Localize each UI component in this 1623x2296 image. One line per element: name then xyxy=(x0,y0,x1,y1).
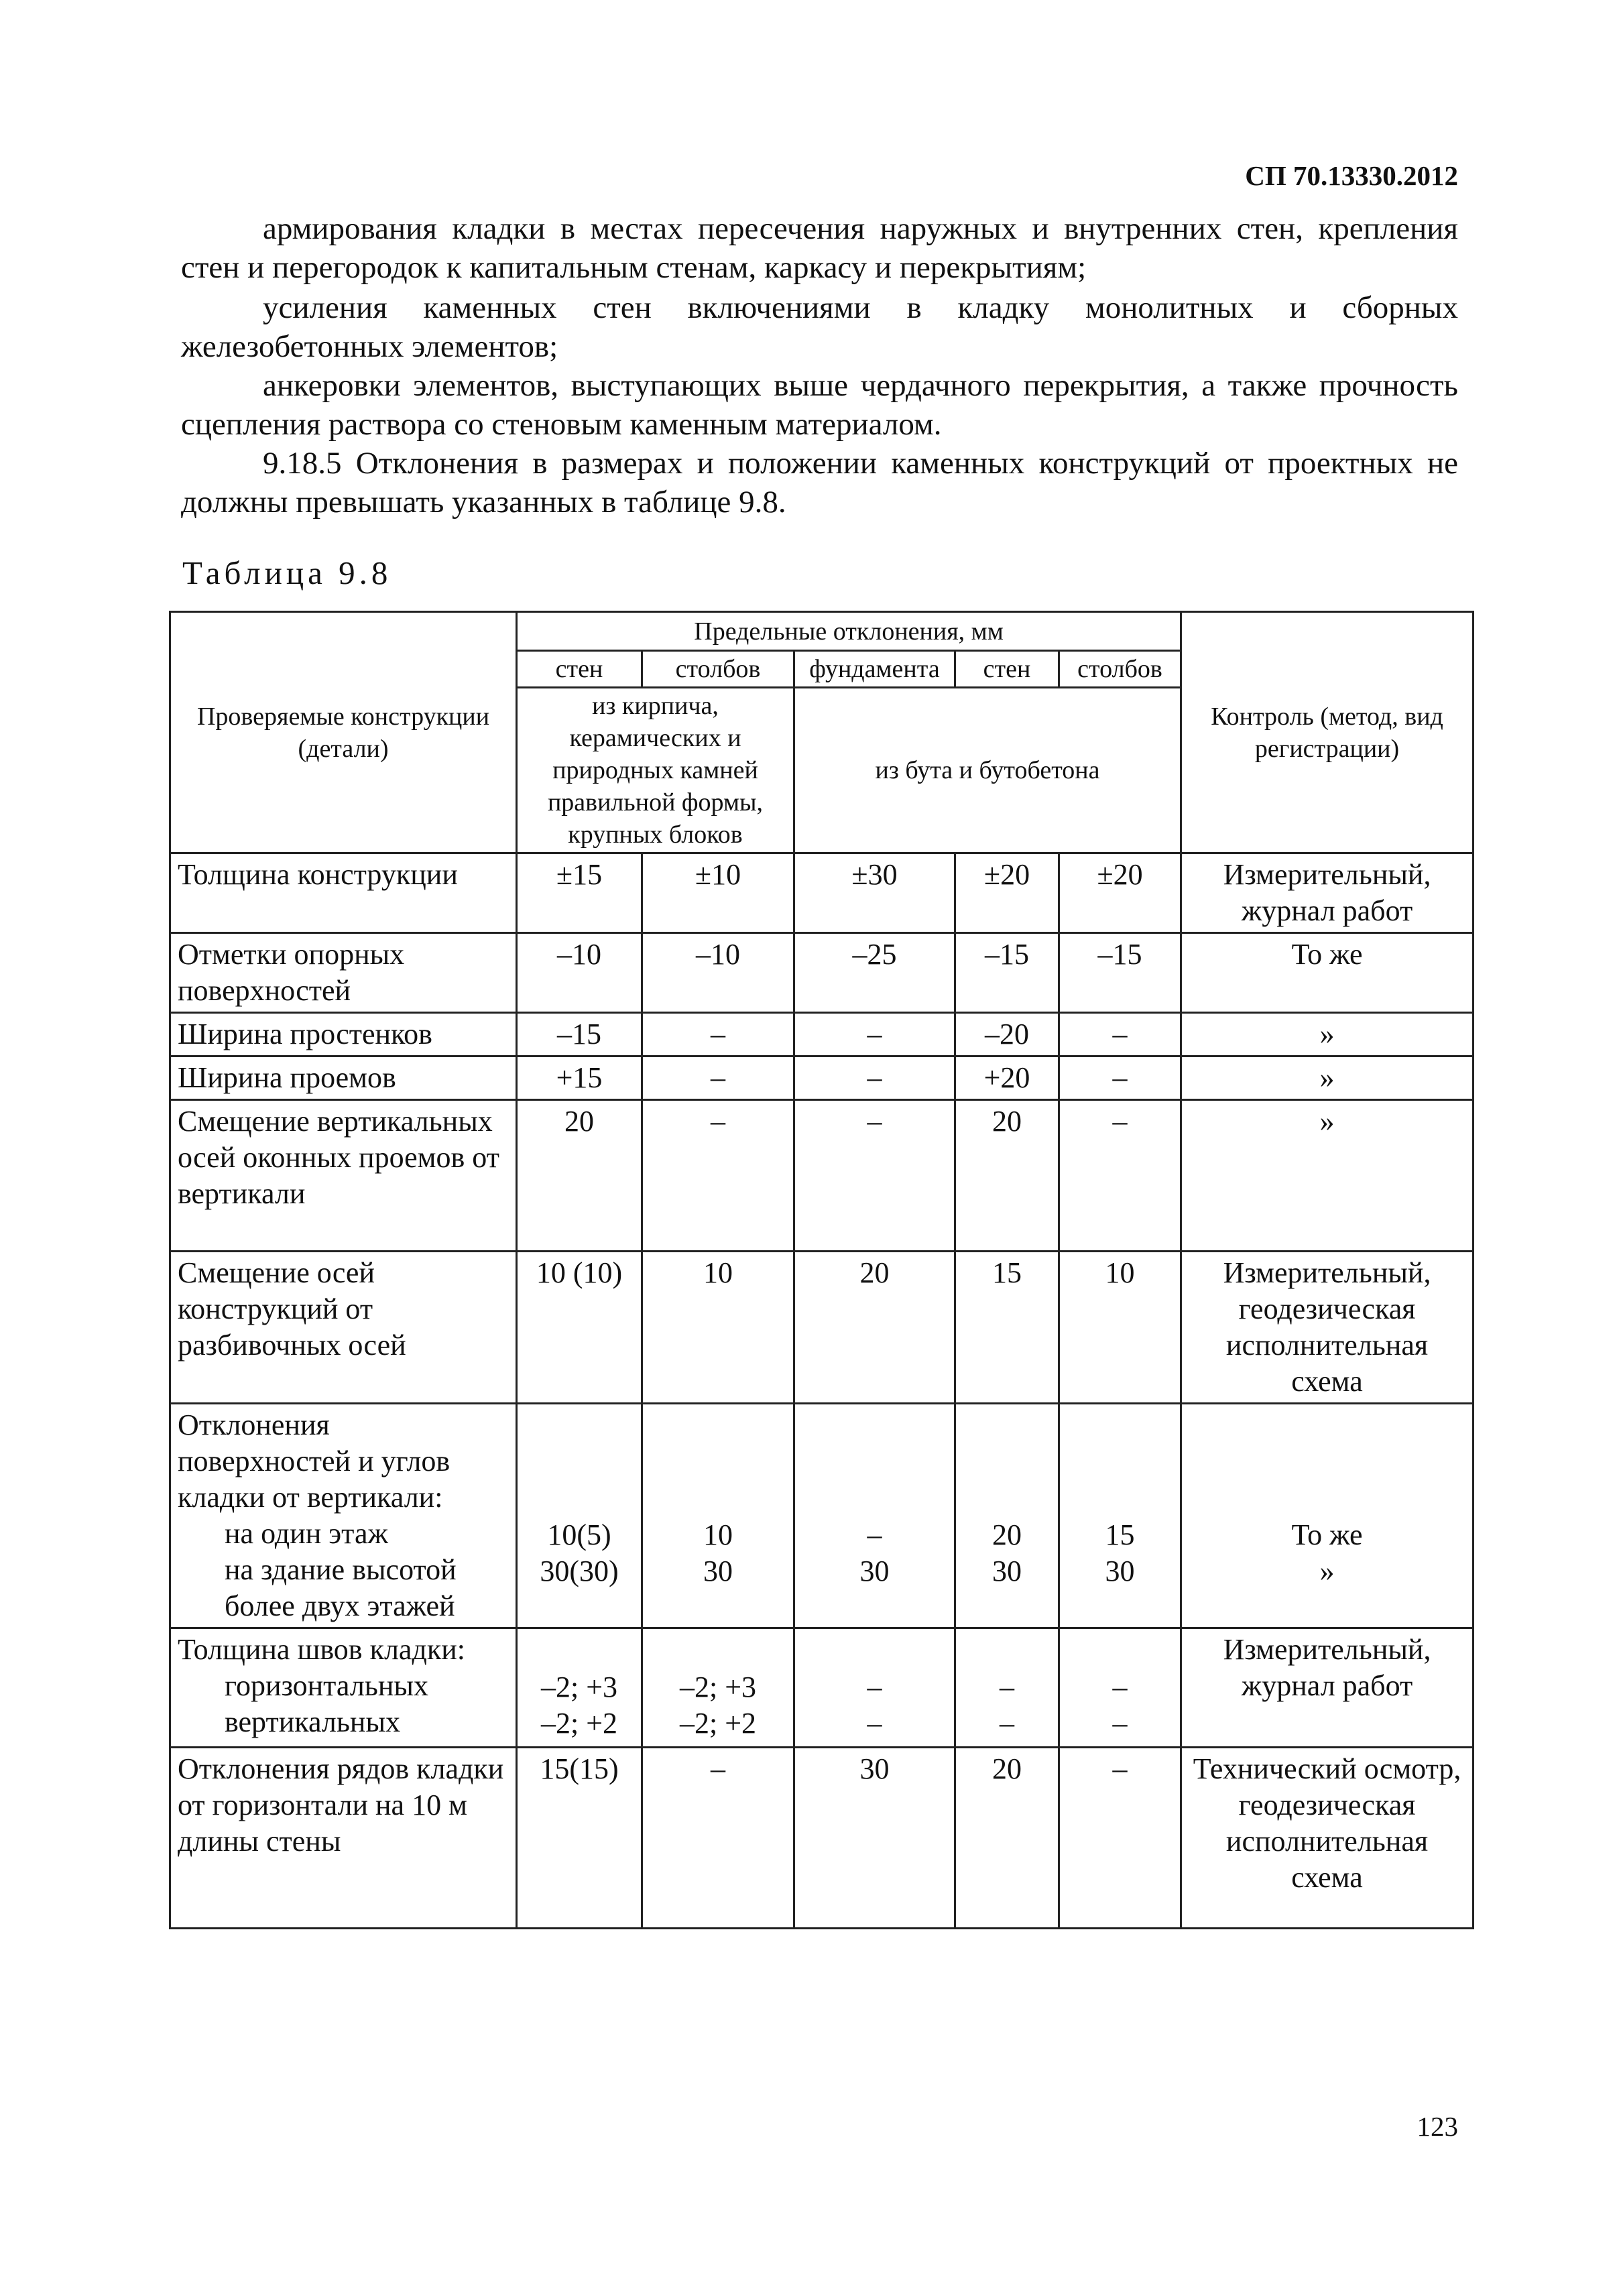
row-control: Измерительный, журнал работ xyxy=(1181,853,1474,933)
cell: – xyxy=(1059,1013,1181,1056)
cell xyxy=(642,1628,794,1748)
cell: –20 xyxy=(955,1013,1059,1056)
cell xyxy=(794,1628,955,1748)
paragraph-strengthening: усиления каменных стен включениями в кладку монолитных и сборных железобетонных элементов; xyxy=(181,290,1458,364)
cell: –15 xyxy=(1059,933,1181,1013)
value: 30 xyxy=(859,1555,890,1587)
row-control: Измерительный, журнал работ xyxy=(1181,1628,1474,1748)
paragraph-reinforcement: армирования кладки в местах пересечения наружных и внутренних стен, крепления стен и перегородок к капитальным стенам, каркасу и перекрытиям; xyxy=(181,211,1458,285)
cell: ±15 xyxy=(517,853,642,933)
cell: +15 xyxy=(517,1056,642,1100)
table-row xyxy=(170,1013,1474,1056)
group-title: Отклонения поверхностей и углов кладки от вертикали: xyxy=(178,1408,450,1514)
cell: 20 xyxy=(955,1100,1059,1252)
cell: – xyxy=(794,1056,955,1100)
table-row-vertical-deviation xyxy=(170,1404,1474,1628)
cell: –25 xyxy=(794,933,955,1013)
header-col-walls: стен xyxy=(517,651,642,688)
row-name: Отметки опорных поверхностей xyxy=(170,933,517,1013)
cell xyxy=(517,1404,642,1628)
cell xyxy=(1059,1404,1181,1628)
value: 10 xyxy=(703,1518,733,1551)
row-control: Технический осмотр, геодезическая исполнительная схема xyxy=(1181,1748,1474,1929)
cell xyxy=(955,1628,1059,1748)
cell: ±10 xyxy=(642,853,794,933)
cell xyxy=(1059,1628,1181,1748)
cell: –10 xyxy=(517,933,642,1013)
cell: 20 xyxy=(794,1252,955,1404)
cell: ±20 xyxy=(955,853,1059,933)
cell: –15 xyxy=(955,933,1059,1013)
row-name: Отклонения рядов кладки от горизонтали на 10 м длины стены xyxy=(170,1748,517,1929)
table-row xyxy=(170,1100,1474,1252)
cell: – xyxy=(1059,1748,1181,1929)
cell: 30 xyxy=(794,1748,955,1929)
header-group-rubble: из бута и бутобетона xyxy=(794,688,1181,853)
value: –2; +2 xyxy=(540,1707,618,1740)
row-control: » xyxy=(1181,1056,1474,1100)
cell: +20 xyxy=(955,1056,1059,1100)
value: – xyxy=(867,1707,882,1740)
value: 30 xyxy=(1105,1555,1135,1587)
value: 30(30) xyxy=(540,1555,619,1587)
value: – xyxy=(867,1518,882,1551)
header-limit-deviations: Предельные отклонения, мм xyxy=(517,612,1181,651)
value: – xyxy=(1000,1671,1014,1703)
header-checked-structures: Проверяемые конструкции (детали) xyxy=(170,612,517,853)
header-control-method: Контроль (метод, вид регистрации) xyxy=(1181,612,1474,853)
value: – xyxy=(1112,1707,1128,1740)
header-col-walls-rubble: стен xyxy=(955,651,1059,688)
cell: – xyxy=(642,1748,794,1929)
cell: 15(15) xyxy=(517,1748,642,1929)
value: 10(5) xyxy=(547,1518,611,1551)
row-name: Толщина конструкции xyxy=(170,853,517,933)
value: –2; +2 xyxy=(679,1707,757,1740)
value: –2; +3 xyxy=(540,1671,618,1703)
paragraph-anchoring: анкеровки элементов, выступающих выше чердачного перекрытия, а также прочность сцепления раствора со стеновым каменным материалом. xyxy=(181,368,1458,442)
cell xyxy=(517,1628,642,1748)
cell: – xyxy=(642,1056,794,1100)
value: – xyxy=(867,1671,882,1703)
cell: 20 xyxy=(955,1748,1059,1929)
value: 20 xyxy=(992,1518,1022,1551)
header-group-brick: из кирпича, керамических и природных камней правильной формы, крупных блоков xyxy=(517,688,794,853)
cell: – xyxy=(642,1100,794,1252)
cell: 20 xyxy=(517,1100,642,1252)
table-row xyxy=(170,1748,1474,1929)
table-row xyxy=(170,933,1474,1013)
subrow-label: на один этаж xyxy=(225,1517,388,1550)
cell: 15 xyxy=(955,1252,1059,1404)
cell: ±30 xyxy=(794,853,955,933)
cell: 10 xyxy=(642,1252,794,1404)
paragraph-9-18-5: 9.18.5 Отклонения в размерах и положении каменных конструкций от проектных не должны превышать указанных в таблице 9.8. xyxy=(181,446,1458,520)
cell: – xyxy=(1059,1056,1181,1100)
subrow-label: на здание высотой более двух этажей xyxy=(225,1553,457,1622)
cell: – xyxy=(642,1013,794,1056)
cell: 10 xyxy=(1059,1252,1181,1404)
cell: –15 xyxy=(517,1013,642,1056)
row-name xyxy=(170,1628,517,1748)
row-name xyxy=(170,1404,517,1628)
value: 30 xyxy=(992,1555,1022,1587)
row-name: Смещение осей конструкций от разбивочных осей xyxy=(170,1252,517,1404)
header-col-foundation: фундамента xyxy=(794,651,955,688)
table-row-seams xyxy=(170,1628,1474,1748)
page-number: 123 xyxy=(1417,2111,1458,2142)
value: » xyxy=(1319,1555,1335,1587)
row-control: » xyxy=(1181,1100,1474,1252)
cell xyxy=(794,1404,955,1628)
cell: –10 xyxy=(642,933,794,1013)
value: – xyxy=(1000,1707,1014,1740)
cell: – xyxy=(794,1013,955,1056)
row-name: Ширина простенков xyxy=(170,1013,517,1056)
subrow-label: горизонтальных xyxy=(225,1669,428,1702)
group-title: Толщина швов кладки: xyxy=(178,1633,465,1666)
row-control xyxy=(1181,1404,1474,1628)
table-row xyxy=(170,1056,1474,1100)
row-name: Ширина проемов xyxy=(170,1056,517,1100)
row-control: Измерительный, геодезическая исполнительная схема xyxy=(1181,1252,1474,1404)
value: То же xyxy=(1291,1518,1363,1551)
cell xyxy=(642,1404,794,1628)
cell: – xyxy=(794,1100,955,1252)
subrow-label: вертикальных xyxy=(225,1705,401,1738)
row-control: То же xyxy=(1181,933,1474,1013)
row-name: Смещение вертикальных осей оконных проемов от вертикали xyxy=(170,1100,517,1252)
row-control: » xyxy=(1181,1013,1474,1056)
cell: ±20 xyxy=(1059,853,1181,933)
deviation-table xyxy=(169,611,1474,1929)
header-col-pillars-rubble: столбов xyxy=(1059,651,1181,688)
cell xyxy=(955,1404,1059,1628)
header-col-pillars: столбов xyxy=(642,651,794,688)
table-row xyxy=(170,853,1474,933)
cell: 10 (10) xyxy=(517,1252,642,1404)
cell: – xyxy=(1059,1100,1181,1252)
table-caption: Таблица 9.8 xyxy=(182,554,392,591)
value: – xyxy=(1112,1671,1128,1703)
table-row xyxy=(170,1252,1474,1404)
table-header-row xyxy=(170,612,1474,651)
value: 30 xyxy=(703,1555,733,1587)
value: 15 xyxy=(1105,1518,1135,1551)
value: –2; +3 xyxy=(679,1671,757,1703)
document-code: СП 70.13330.2012 xyxy=(1245,160,1458,191)
